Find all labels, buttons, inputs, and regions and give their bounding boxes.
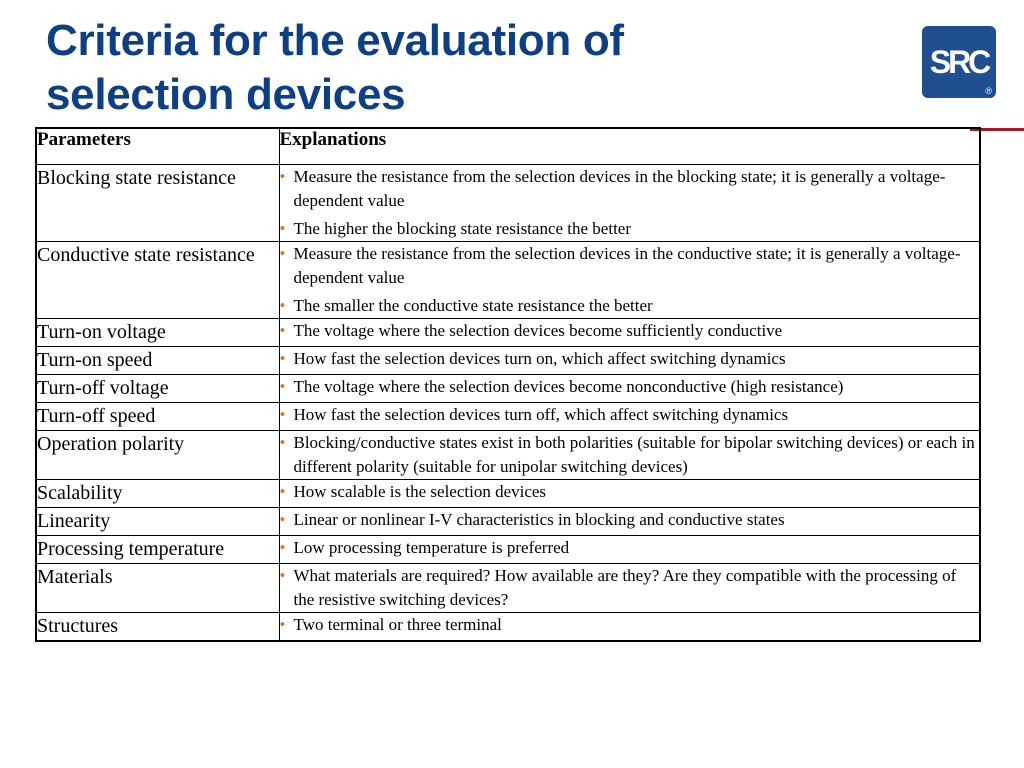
bullet-dot-icon: •: [279, 614, 286, 634]
parameter-cell: Operation polarity: [36, 430, 279, 479]
bullet-dot-icon: •: [279, 565, 286, 585]
explanation-bullet-list: [280, 242, 980, 318]
bullet-dot-icon: •: [279, 376, 286, 396]
table-body: [36, 164, 980, 641]
slide-title-line-2: selection devices: [46, 70, 406, 119]
header-parameters: Parameters: [36, 128, 279, 164]
explanation-bullet-list: [280, 564, 980, 612]
explanation-bullet-list: [280, 613, 980, 637]
bullet-text: Low processing temperature is preferred: [293, 537, 570, 557]
bullet-item: [280, 347, 980, 371]
explanation-cell: [279, 535, 980, 563]
explanation-cell: [279, 318, 980, 346]
bullet-text: How fast the selection devices turn off, which affect switching dynamics: [293, 404, 789, 424]
bullet-dot-icon: •: [279, 166, 286, 186]
table-row: [36, 430, 980, 479]
parameter-cell: Linearity: [36, 507, 279, 535]
bullet-text: The smaller the conductive state resistance the better: [293, 295, 653, 315]
bullet-text: Measure the resistance from the selection devices in the blocking state; it is generally a voltage-dependent value: [293, 166, 946, 210]
explanation-cell: [279, 430, 980, 479]
parameter-cell: Turn-off speed: [36, 402, 279, 430]
bullet-text: The higher the blocking state resistance the better: [293, 218, 632, 238]
parameter-cell: Materials: [36, 563, 279, 612]
explanation-bullet-list: [280, 165, 980, 241]
bullet-item: [280, 536, 980, 560]
explanation-cell: [279, 563, 980, 612]
table-row: [36, 507, 980, 535]
table-row: [36, 563, 980, 612]
explanation-bullet-list: [280, 347, 980, 371]
bullet-item: [280, 613, 980, 637]
explanation-cell: [279, 241, 980, 318]
explanation-cell: [279, 507, 980, 535]
bullet-dot-icon: •: [279, 537, 286, 557]
slide-title: [46, 14, 624, 122]
header-explanations: Explanations: [279, 128, 980, 164]
bullet-dot-icon: •: [279, 295, 286, 315]
registered-mark: ®: [985, 86, 992, 96]
bullet-item: [280, 242, 980, 290]
bullet-text: Measure the resistance from the selection devices in the conductive state; it is generally a voltage-dependent value: [293, 243, 961, 287]
table-row: [36, 164, 980, 241]
bullet-text: What materials are required? How available are they? Are they compatible with the processing of the resistive switching devices?: [293, 565, 957, 609]
table-row: [36, 374, 980, 402]
bullet-text: The voltage where the selection devices become nonconductive (high resistance): [293, 376, 844, 396]
bullet-dot-icon: •: [279, 320, 286, 340]
bullet-item: [280, 508, 980, 532]
bullet-dot-icon: •: [279, 243, 286, 263]
bullet-dot-icon: •: [279, 404, 286, 424]
explanation-cell: [279, 479, 980, 507]
criteria-table: [35, 127, 981, 642]
table-row: [36, 612, 980, 641]
bullet-dot-icon: •: [279, 432, 286, 452]
explanation-bullet-list: [280, 508, 980, 532]
bullet-item: [280, 403, 980, 427]
explanation-bullet-list: [280, 319, 980, 343]
explanation-bullet-list: [280, 480, 980, 504]
parameter-cell: Turn-off voltage: [36, 374, 279, 402]
explanation-bullet-list: [280, 431, 980, 479]
slide-title-line-1: Criteria for the evaluation of: [46, 16, 624, 65]
explanation-cell: [279, 402, 980, 430]
bullet-item: [280, 375, 980, 399]
table-row: [36, 479, 980, 507]
explanation-bullet-list: [280, 536, 980, 560]
table-row: [36, 241, 980, 318]
bullet-dot-icon: •: [279, 509, 286, 529]
bullet-item: [280, 319, 980, 343]
bullet-text: How fast the selection devices turn on, which affect switching dynamics: [293, 348, 786, 368]
bullet-dot-icon: •: [279, 218, 286, 238]
explanation-bullet-list: [280, 375, 980, 399]
explanation-cell: [279, 374, 980, 402]
bullet-item: [280, 294, 980, 318]
bullet-dot-icon: •: [279, 481, 286, 501]
parameter-cell: Scalability: [36, 479, 279, 507]
table-row: [36, 318, 980, 346]
bullet-text: How scalable is the selection devices: [293, 481, 547, 501]
bullet-text: The voltage where the selection devices become sufficiently conductive: [293, 320, 783, 340]
bullet-text: Two terminal or three terminal: [293, 614, 502, 634]
table-row: [36, 402, 980, 430]
bullet-text: Linear or nonlinear I-V characteristics in blocking and conductive states: [293, 509, 785, 529]
parameter-cell: Turn-on speed: [36, 346, 279, 374]
bullet-dot-icon: •: [279, 348, 286, 368]
bullet-text: Blocking/conductive states exist in both polarities (suitable for bipolar switching devices) or each in different polarity (suitable for unipolar switching devices): [293, 432, 975, 476]
bullet-item: [280, 217, 980, 241]
parameter-cell: Structures: [36, 612, 279, 641]
bullet-item: [280, 165, 980, 213]
bullet-item: [280, 431, 980, 479]
parameter-cell: Conductive state resistance: [36, 241, 279, 318]
parameter-cell: Processing temperature: [36, 535, 279, 563]
explanation-cell: [279, 612, 980, 641]
parameter-cell: Blocking state resistance: [36, 164, 279, 241]
bullet-item: [280, 480, 980, 504]
bullet-item: [280, 564, 980, 612]
explanation-cell: [279, 346, 980, 374]
src-logo-text: SRC: [929, 44, 989, 80]
table-row: [36, 346, 980, 374]
table-header-row: [36, 128, 980, 164]
explanation-bullet-list: [280, 403, 980, 427]
src-logo: [922, 26, 996, 98]
explanation-cell: [279, 164, 980, 241]
parameter-cell: Turn-on voltage: [36, 318, 279, 346]
table-row: [36, 535, 980, 563]
